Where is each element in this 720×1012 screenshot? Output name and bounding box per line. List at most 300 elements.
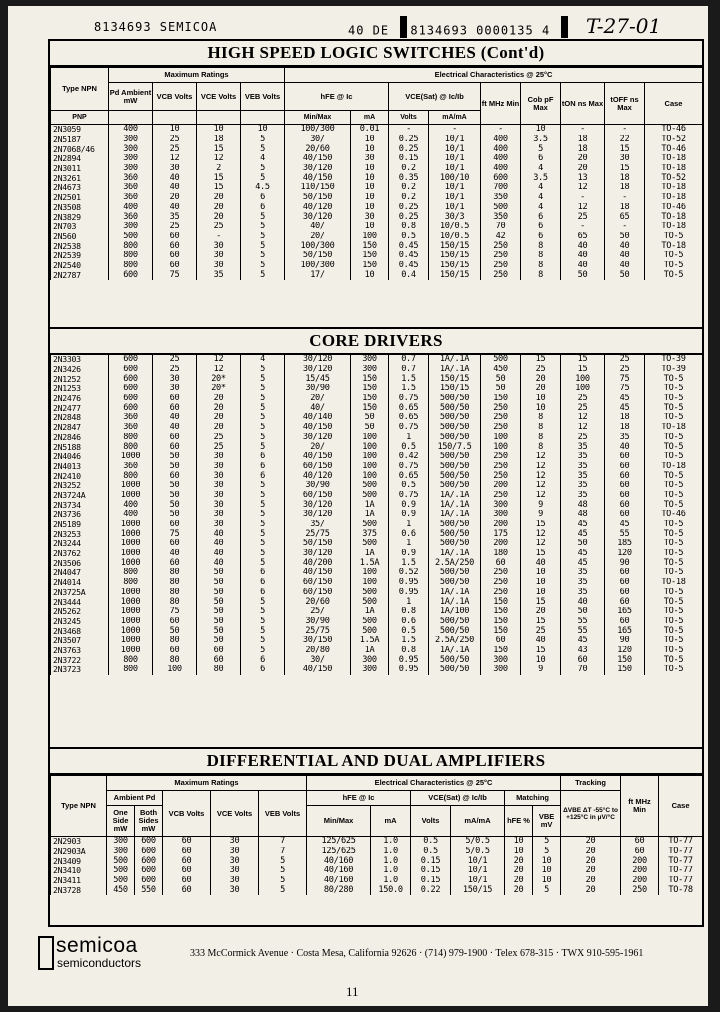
table-cell: 0.95: [389, 578, 429, 588]
table-cell: 40: [197, 539, 241, 549]
table-cell: 5: [259, 876, 307, 886]
table-cell: 35: [561, 491, 605, 501]
table-cell: 25: [561, 433, 605, 443]
table-cell: TO-18: [645, 462, 703, 472]
table-cell: 800: [109, 665, 153, 675]
table-cell: 30: [351, 212, 389, 222]
table-cell: 65: [605, 212, 645, 222]
table-cell: 700: [481, 183, 521, 193]
table-cell: 800: [109, 251, 153, 261]
table-cell: 30: [153, 374, 197, 384]
table-cell: 150/7.5: [429, 442, 481, 452]
table-cell: 80/280: [307, 885, 371, 895]
table-cell: 100: [351, 232, 389, 242]
table-cell: 20: [197, 423, 241, 433]
table-cell: 200: [481, 520, 521, 530]
table-row: [51, 232, 703, 242]
table-cell: 0.25: [389, 144, 429, 154]
table-cell: 0.15: [389, 154, 429, 164]
type-cell: 2N2847: [51, 423, 109, 433]
table-cell: 40/160: [307, 876, 371, 886]
table-cell: 250: [481, 270, 521, 280]
table-cell: 10/0.5: [429, 232, 481, 242]
table-cell: 30: [197, 251, 241, 261]
table-cell: 30/: [285, 135, 351, 145]
table-cell: 0.35: [389, 173, 429, 183]
table-cell: 4: [521, 183, 561, 193]
table-cell: 90: [605, 558, 645, 568]
table-cell: -: [605, 193, 645, 203]
table-cell: -: [389, 125, 429, 135]
table-cell: 50: [153, 500, 197, 510]
table-cell: 0.52: [389, 568, 429, 578]
table-cell: TO-77: [659, 847, 703, 857]
table-cell: 0.95: [389, 588, 429, 598]
table-cell: 300: [351, 655, 389, 665]
table-cell: 5: [241, 403, 285, 413]
table-cell: 30: [211, 856, 259, 866]
table-cell: 5: [241, 646, 285, 656]
col-ton: tON ns Max: [561, 83, 605, 125]
table-cell: 40: [153, 183, 197, 193]
table-cell: 10: [521, 578, 561, 588]
table-cell: 500/50: [429, 423, 481, 433]
table-cell: 45: [561, 636, 605, 646]
table-body: [51, 355, 703, 675]
col-group-max-ratings: Maximum Ratings: [107, 776, 307, 791]
table-cell: 40: [197, 529, 241, 539]
table-row: [51, 173, 703, 183]
table-cell: 0.8: [389, 607, 429, 617]
type-cell: 2N3725A: [51, 588, 109, 598]
table-cell: TO-52: [645, 135, 703, 145]
table-cell: 0.5: [389, 442, 429, 452]
table-cell: 5: [533, 885, 561, 895]
table-cell: 150/15: [451, 885, 505, 895]
table-cell: 6: [241, 462, 285, 472]
table-cell: 4: [241, 154, 285, 164]
table-cell: 600: [481, 173, 521, 183]
table-row: [51, 270, 703, 280]
table-cell: 0.15: [411, 856, 451, 866]
table-cell: 15: [605, 144, 645, 154]
table-cell: 35: [605, 433, 645, 443]
table-cell: 10/1: [429, 193, 481, 203]
table-cell: 150: [481, 394, 521, 404]
table-cell: 600: [135, 856, 163, 866]
table-cell: 100: [351, 471, 389, 481]
table-cell: 60: [153, 471, 197, 481]
barcode-bar-icon: [561, 16, 568, 38]
table-cell: 300: [109, 135, 153, 145]
type-cell: 2N3410: [51, 866, 107, 876]
table-cell: 15: [521, 646, 561, 656]
table-cell: 150: [351, 251, 389, 261]
table-cell: 1A/.1A: [429, 588, 481, 598]
table-cell: 45: [561, 558, 605, 568]
table-cell: TO-5: [645, 491, 703, 501]
col-ft: ft MHz Min: [621, 776, 659, 837]
table-cell: 1000: [109, 607, 153, 617]
table-cell: 80: [153, 597, 197, 607]
table-row: [51, 876, 703, 886]
table-cell: 5: [241, 433, 285, 443]
table-cell: 1000: [109, 452, 153, 462]
table-cell: 25: [153, 365, 197, 375]
table-cell: 500/50: [429, 655, 481, 665]
table-cell: TO-18: [645, 423, 703, 433]
table-cell: 10/1: [429, 203, 481, 213]
table-cell: 1000: [109, 646, 153, 656]
table-cell: 150: [351, 374, 389, 384]
table-cell: 0.45: [389, 251, 429, 261]
table-row: [51, 529, 703, 539]
table-cell: 25: [197, 433, 241, 443]
table-cell: 360: [109, 413, 153, 423]
table-cell: 10: [521, 403, 561, 413]
table-cell: -: [605, 222, 645, 232]
table-cell: 4: [521, 193, 561, 203]
table-cell: 500/50: [429, 433, 481, 443]
table-cell: TO-18: [645, 193, 703, 203]
table-cell: 0.15: [411, 866, 451, 876]
type-cell: 2N2501: [51, 193, 109, 203]
table-cell: 40: [521, 558, 561, 568]
table-cell: 10/1: [451, 866, 505, 876]
table-cell: 65: [561, 232, 605, 242]
type-cell: 2N5189: [51, 520, 109, 530]
logo-subtitle: semiconductors: [57, 956, 142, 970]
type-cell: 2N7068/46: [51, 144, 109, 154]
table-cell: 120: [605, 646, 645, 656]
type-cell: 2N703: [51, 222, 109, 232]
section-title: HIGH SPEED LOGIC SWITCHES (Cont'd): [50, 41, 702, 67]
table-cell: 150: [351, 403, 389, 413]
table-cell: 0.45: [389, 261, 429, 271]
table-cell: 40/: [285, 222, 351, 232]
table-cell: 60: [481, 636, 521, 646]
table-cell: TO-5: [645, 384, 703, 394]
table-cell: TO-5: [645, 597, 703, 607]
table-cell: 0.01: [351, 125, 389, 135]
table-cell: 400: [109, 500, 153, 510]
table-cell: 0.75: [389, 462, 429, 472]
table-row: [51, 442, 703, 452]
table-cell: 800: [109, 471, 153, 481]
table-cell: 75: [605, 374, 645, 384]
table-cell: 20: [505, 876, 533, 886]
page-footer: [38, 934, 708, 974]
table-cell: 30/3: [429, 212, 481, 222]
table-cell: 150: [481, 626, 521, 636]
table-cell: 1A/.1A: [429, 597, 481, 607]
table-cell: 12: [521, 539, 561, 549]
table-cell: 150/15: [429, 241, 481, 251]
table-cell: 165: [605, 607, 645, 617]
table-cell: 1.5A: [351, 558, 389, 568]
type-cell: 2N3245: [51, 617, 109, 627]
table-cell: TO-5: [645, 539, 703, 549]
table-cell: 5: [241, 222, 285, 232]
table-cell: TO-18: [645, 183, 703, 193]
table-cell: 600: [135, 876, 163, 886]
table-row: [51, 847, 703, 857]
table-cell: 60/150: [285, 588, 351, 598]
table-cell: 5: [241, 164, 285, 174]
table-cell: -: [429, 125, 481, 135]
table-cell: 5: [241, 607, 285, 617]
table-cell: 50: [153, 626, 197, 636]
table-cell: 400: [481, 135, 521, 145]
table-cell: 60: [163, 885, 211, 895]
table-cell: 30: [197, 241, 241, 251]
table-cell: 30: [197, 462, 241, 472]
table-cell: 250: [481, 578, 521, 588]
table-cell: 30: [211, 885, 259, 895]
table-cell: 12: [561, 423, 605, 433]
type-cell: 2N5187: [51, 135, 109, 145]
table-cell: TO-39: [645, 365, 703, 375]
table-cell: 300: [481, 655, 521, 665]
table-cell: 75: [153, 529, 197, 539]
table-cell: 40: [605, 241, 645, 251]
table-cell: 12: [521, 529, 561, 539]
table-cell: 250: [481, 471, 521, 481]
table-row: [51, 471, 703, 481]
table-cell: TO-46: [645, 125, 703, 135]
table-cell: 10: [351, 270, 389, 280]
section-high-speed-logic: [48, 39, 704, 329]
table-row: [51, 403, 703, 413]
type-cell: 2N3059: [51, 125, 109, 135]
table-cell: 50: [197, 626, 241, 636]
table-row: [51, 154, 703, 164]
table-cell: 5: [259, 866, 307, 876]
table-cell: 45: [561, 529, 605, 539]
table-cell: 360: [109, 183, 153, 193]
table-cell: 5: [241, 394, 285, 404]
table-cell: 40/160: [307, 866, 371, 876]
table-cell: 0.25: [389, 203, 429, 213]
table-cell: 20: [561, 885, 621, 895]
datasheet-page: [8, 6, 708, 1006]
table-cell: 500/50: [429, 626, 481, 636]
table-cell: 43: [561, 646, 605, 656]
table-cell: 0.65: [389, 413, 429, 423]
table-cell: 0.6: [389, 529, 429, 539]
table-cell: 1A/.1A: [429, 355, 481, 365]
table-cell: 10: [197, 125, 241, 135]
table-cell: 150: [481, 597, 521, 607]
type-cell: 2N3829: [51, 212, 109, 222]
table-row: [51, 125, 703, 135]
table-cell: TO-5: [645, 588, 703, 598]
table-cell: 500/50: [429, 520, 481, 530]
table-row: [51, 885, 703, 895]
table-cell: 80: [153, 588, 197, 598]
table-cell: 1: [389, 433, 429, 443]
table-cell: TO-18: [645, 164, 703, 174]
table-cell: 10: [505, 847, 533, 857]
table-cell: 12: [521, 491, 561, 501]
table-cell: TO-5: [645, 636, 703, 646]
table-cell: 25: [561, 403, 605, 413]
type-cell: 2N4673: [51, 183, 109, 193]
table-cell: 8: [521, 261, 561, 271]
table-row: [51, 394, 703, 404]
table-cell: 5: [241, 232, 285, 242]
table-cell: 0.5: [389, 481, 429, 491]
table-cell: TO-5: [645, 520, 703, 530]
table-cell: 12: [197, 355, 241, 365]
col-group-electrical: Electrical Characteristics @ 25°C: [285, 68, 703, 83]
table-cell: 45: [605, 394, 645, 404]
table-cell: 50: [351, 423, 389, 433]
table-cell: 350: [481, 212, 521, 222]
table-cell: 30: [605, 154, 645, 164]
table-cell: 20*: [197, 374, 241, 384]
table-cell: 0.15: [411, 876, 451, 886]
table-row: [51, 433, 703, 443]
table-cell: 8: [521, 423, 561, 433]
table-cell: 55: [605, 529, 645, 539]
table-cell: 60: [605, 500, 645, 510]
table-row: [51, 568, 703, 578]
table-cell: 7: [259, 847, 307, 857]
table-cell: 300: [481, 510, 521, 520]
type-cell: 2N3762: [51, 549, 109, 559]
table-cell: 150/15: [429, 261, 481, 271]
table-cell: TO-5: [645, 568, 703, 578]
table-cell: TO-46: [645, 144, 703, 154]
table-cell: 80: [153, 655, 197, 665]
col-pnp: PNP: [51, 111, 109, 125]
table-cell: 40: [153, 173, 197, 183]
table-cell: 12: [521, 452, 561, 462]
table-cell: 12: [197, 154, 241, 164]
table-row: [51, 617, 703, 627]
table-row: [51, 384, 703, 394]
table-cell: 250: [481, 588, 521, 598]
company-address: 333 McCormick Avenue · Costa Mesa, California 92626 · (714) 979-1900 · Telex 678-315 · TWX 910-595-1961: [190, 948, 644, 959]
table-cell: 60: [153, 394, 197, 404]
table-cell: TO-5: [645, 413, 703, 423]
table-cell: 1000: [109, 558, 153, 568]
col-pd: Pd Ambient mW: [109, 83, 153, 111]
table-cell: 5: [241, 241, 285, 251]
table-cell: 0.42: [389, 452, 429, 462]
table-cell: 350: [481, 193, 521, 203]
table-cell: 60: [561, 655, 605, 665]
table-cell: 150: [351, 241, 389, 251]
table-cell: 50: [153, 462, 197, 472]
table-cell: 10: [241, 125, 285, 135]
table-cell: 100: [153, 665, 197, 675]
table-cell: 600: [135, 866, 163, 876]
col-veb: VEB Volts: [241, 83, 285, 111]
table-row: [51, 626, 703, 636]
table-cell: 20/60: [285, 144, 351, 154]
type-cell: 2N2540: [51, 261, 109, 271]
table-cell: TO-5: [645, 558, 703, 568]
table-cell: 300: [107, 837, 135, 847]
type-cell: 2N3261: [51, 173, 109, 183]
table-cell: 500: [109, 232, 153, 242]
table-cell: TO-5: [645, 261, 703, 271]
table-cell: 0.6: [389, 617, 429, 627]
table-cell: 600: [109, 394, 153, 404]
table-cell: 5: [241, 481, 285, 491]
table-cell: 30/90: [285, 481, 351, 491]
table-cell: 60: [605, 617, 645, 627]
table-cell: 5: [259, 885, 307, 895]
table-cell: 800: [109, 241, 153, 251]
table-cell: 450: [481, 365, 521, 375]
table-cell: 20: [197, 212, 241, 222]
col-veb: VEB Volts: [259, 791, 307, 837]
table-cell: TO-5: [645, 270, 703, 280]
table-cell: 20: [197, 193, 241, 203]
table-cell: 70: [481, 222, 521, 232]
table-cell: 15: [521, 520, 561, 530]
table-cell: 10/1: [429, 164, 481, 174]
table-cell: 0.2: [389, 183, 429, 193]
table-cell: 150: [351, 384, 389, 394]
col-matching: Matching: [505, 791, 561, 806]
table-cell: 3.5: [521, 173, 561, 183]
table-cell: 45: [561, 549, 605, 559]
table-cell: 40/150: [285, 423, 351, 433]
table-cell: 60/150: [285, 578, 351, 588]
table-cell: 18: [605, 413, 645, 423]
table-cell: 0.65: [389, 471, 429, 481]
table-cell: 360: [109, 193, 153, 203]
table-row: [51, 222, 703, 232]
spec-table: [50, 775, 703, 895]
table-cell: 30: [197, 491, 241, 501]
type-cell: 2N2477: [51, 403, 109, 413]
table-cell: 60: [163, 847, 211, 857]
table-cell: 175: [481, 529, 521, 539]
table-cell: 500: [351, 588, 389, 598]
table-cell: 300: [351, 665, 389, 675]
table-cell: 100: [351, 452, 389, 462]
table-cell: 10: [351, 222, 389, 232]
table-cell: 400: [481, 164, 521, 174]
table-cell: 40: [153, 549, 197, 559]
table-cell: 1.5: [389, 558, 429, 568]
col-group-tracking: Tracking: [561, 776, 621, 791]
table-cell: 3.5: [521, 135, 561, 145]
header-code-mid-a: 40 DE: [348, 23, 390, 38]
table-cell: TO-46: [645, 203, 703, 213]
table-cell: TO-52: [645, 173, 703, 183]
table-cell: 40/140: [285, 413, 351, 423]
table-cell: 4.5: [241, 183, 285, 193]
type-cell: 2N2539: [51, 251, 109, 261]
table-cell: 25: [153, 144, 197, 154]
table-cell: 10: [351, 135, 389, 145]
table-cell: TO-5: [645, 617, 703, 627]
table-cell: 60: [605, 481, 645, 491]
col-hfe-pct: hFE %: [505, 806, 533, 837]
table-cell: 20: [521, 607, 561, 617]
table-cell: 20*: [197, 384, 241, 394]
table-cell: 30: [211, 876, 259, 886]
table-cell: 10: [533, 866, 561, 876]
table-body: [51, 837, 703, 896]
table-cell: 40/150: [285, 665, 351, 675]
